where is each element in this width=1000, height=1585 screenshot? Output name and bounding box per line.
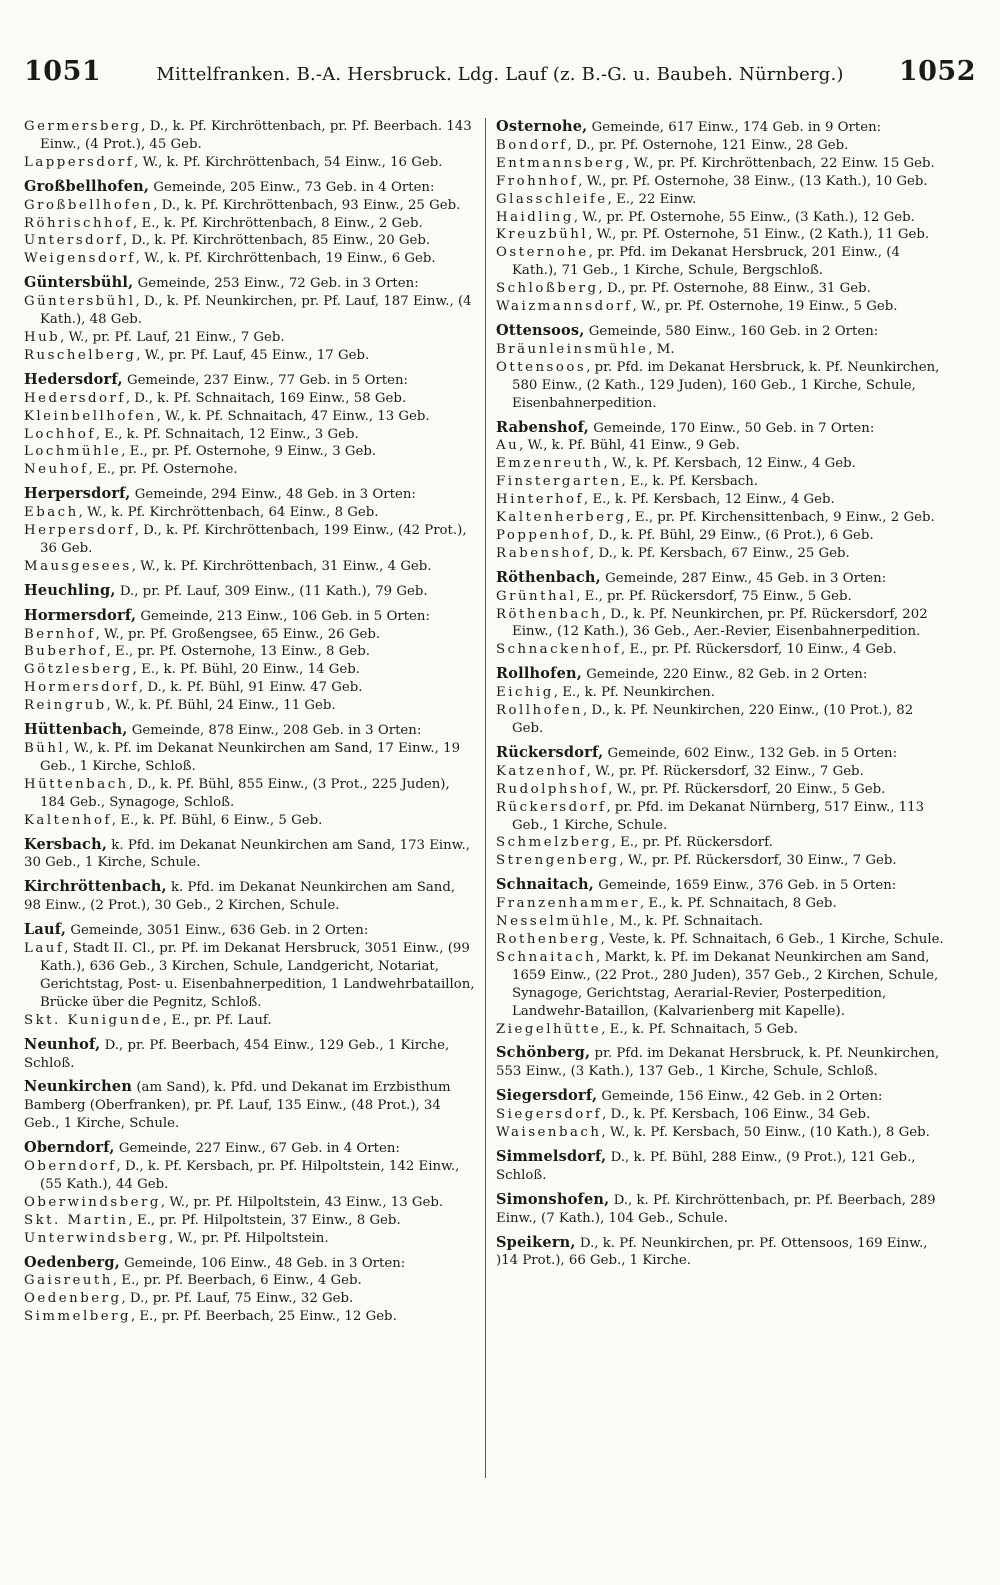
place-details: , W., k. Pf. Bühl, 41 Einw., 9 Geb.	[519, 438, 740, 454]
place-details: , W., pr. Pf. Lauf, 21 Einw., 7 Geb.	[60, 329, 285, 345]
place-name: Ruschelberg	[24, 347, 137, 363]
place-name: Franzenhammer	[496, 896, 640, 912]
place-entry	[24, 1012, 476, 1030]
gemeinde-details: D., k. Pf. Kirchröttenbach, pr. Pf. Beerbach, 289 Einw., (7 Kath.), 104 Geb., Schule.	[496, 1192, 936, 1226]
place-details: , W., pr. Pf. Rückersdorf, 30 Einw., 7 Geb.	[619, 853, 897, 869]
place-details: , W., k. Pf. Kirchröttenbach, 54 Einw., 16 Geb.	[134, 154, 443, 170]
place-name: Simmelberg	[24, 1309, 131, 1325]
place-details: , W., pr. Pf. Rückersdorf, 20 Einw., 5 Geb.	[608, 781, 886, 797]
place-name: Osternohe	[496, 245, 589, 261]
place-entry	[24, 697, 476, 715]
place-details: , W., k. Pf. im Dekanat Neunkirchen am Sand, 17 Einw., 19 Geb., 1 Kirche, Schloß.	[40, 741, 461, 774]
gemeinde-details: D., pr. Pf. Lauf, 309 Einw., (11 Kath.), 79 Geb.	[115, 583, 428, 599]
gemeinde-details: (am Sand), k. Pfd. und Dekanat im Erzbisthum Bamberg (Oberfranken), pr. Pf. Lauf, 135 Einw., (48 Prot.), 34 Geb., 1 Kirche, Schule.	[24, 1080, 451, 1132]
gemeinde-name: Kersbach,	[24, 835, 108, 853]
place-name: Kaltenherberg	[496, 510, 627, 526]
place-name: Gaisreuth	[24, 1273, 113, 1289]
place-details: , W., k. Pf. Bühl, 24 Einw., 11 Geb.	[106, 698, 336, 714]
place-name: Bernhof	[24, 626, 96, 642]
place-name: Ottensoos	[496, 359, 587, 375]
place-name: Oberwindsberg	[24, 1194, 161, 1210]
place-name: Mausgesees	[24, 558, 132, 574]
gemeinde-details: D., k. Pf. Bühl, 288 Einw., (9 Prot.), 121 Geb., Schloß.	[496, 1149, 916, 1183]
place-details: , E., k. Pf. Schnaitach, 12 Einw., 3 Geb.	[95, 426, 359, 442]
place-name: Buberhof	[24, 644, 107, 660]
place-entry	[24, 1308, 476, 1326]
place-name: Bräunleinsmühle	[496, 341, 649, 357]
place-entry	[496, 473, 948, 491]
place-entry	[496, 1124, 948, 1142]
place-name: Siegersdorf	[496, 1107, 603, 1123]
gemeinde-name: Herpersdorf,	[24, 485, 131, 503]
gemeinde-details: k. Pfd. im Dekanat Neunkirchen am Sand, 173 Einw., 30 Geb., 1 Kirche, Schule.	[24, 837, 470, 871]
place-entry	[24, 408, 476, 426]
place-details: , pr. Pfd. im Dekanat Hersbruck, 201 Einw., (4 Kath.), 71 Geb., 1 Kirche, Schule, Bergschloß.	[512, 245, 900, 279]
place-name: Ziegelhütte	[496, 1021, 602, 1037]
gemeinde-heading	[496, 665, 948, 684]
place-entry	[496, 491, 948, 509]
place-entry	[496, 173, 948, 191]
place-details: , pr. Pfd. im Dekanat Hersbruck, k. Pf. Neunkirchen, 580 Einw., (2 Kath., 129 Juden), 160 Geb., 1 Kirche, Schule, Eisenbahnerpedition.	[512, 359, 940, 411]
place-name: Germersberg	[24, 119, 142, 134]
place-entry	[24, 250, 476, 268]
place-entry	[24, 558, 476, 576]
place-entry	[24, 504, 476, 522]
gemeinde-heading	[24, 582, 476, 601]
gemeinde-name: Rollhofen,	[496, 665, 583, 683]
gemeinde-heading	[24, 721, 476, 740]
place-details: , E., k. Pf. Kersbach.	[621, 474, 759, 490]
place-name: Waizmannsdorf	[496, 299, 633, 315]
place-entry	[24, 443, 476, 461]
place-details: , W., k. Pf. Schnaitach, 47 Einw., 13 Geb.	[156, 408, 430, 424]
place-details: , W., pr. Pf. Osternohe, 19 Einw., 5 Geb.	[632, 299, 898, 315]
place-details: , D., k. Pf. Kirchröttenbach, 85 Einw., 20 Geb.	[122, 233, 431, 249]
place-details: , W., pr. Pf. Großengsee, 65 Einw., 26 Geb.	[95, 626, 381, 642]
place-entry	[24, 940, 476, 1012]
gemeinde-heading	[24, 1078, 476, 1133]
place-entry	[496, 1106, 948, 1124]
gemeinde-details: Gemeinde, 170 Einw., 50 Geb. in 7 Orten:	[589, 420, 875, 436]
place-name: Frohnhof	[496, 173, 579, 189]
gemeinde-heading	[24, 921, 476, 940]
gemeinde-name: Oedenberg,	[24, 1253, 120, 1271]
place-details: , W., k. Pf. Kersbach, 12 Einw., 4 Geb.	[603, 456, 856, 472]
gemeinde-details: Gemeinde, 878 Einw., 208 Geb. in 3 Orten:	[127, 723, 422, 739]
place-entry	[24, 522, 476, 558]
gemeinde-name: Siegersdorf,	[496, 1087, 598, 1105]
place-details: , D., k. Pf. Bühl, 29 Einw., (6 Prot.), 6 Geb.	[589, 527, 874, 543]
place-name: Entmannsberg	[496, 155, 626, 171]
gemeinde-heading	[24, 274, 476, 293]
gemeinde-details: Gemeinde, 106 Einw., 48 Geb. in 3 Orten:	[119, 1255, 406, 1271]
place-name: Hüttenbach	[24, 776, 129, 792]
place-details: , W., pr. Pf. Osternohe, 38 Einw., (13 Kath.), 10 Geb.	[578, 173, 928, 189]
gemeinde-details: Gemeinde, 156 Einw., 42 Geb. in 2 Orten:	[597, 1089, 883, 1105]
place-entry	[496, 931, 948, 949]
gemeinde-details: Gemeinde, 213 Einw., 106 Geb. in 5 Orten:	[136, 608, 430, 624]
place-name: Waisenbach	[496, 1125, 602, 1141]
place-details: , D., k. Pf. Kersbach, pr. Pf. Hilpoltstein, 142 Einw., (55 Kath.), 44 Geb.	[40, 1159, 460, 1192]
place-entry	[496, 509, 948, 527]
gemeinde-name: Röthenbach,	[496, 568, 601, 586]
place-entry	[496, 702, 948, 738]
place-entry	[496, 834, 948, 852]
gemeinde-name: Rückersdorf,	[496, 743, 604, 761]
gemeinde-details: Gemeinde, 253 Einw., 72 Geb. in 3 Orten:	[133, 276, 419, 292]
gemeinde-heading	[496, 322, 948, 341]
place-entry	[24, 197, 476, 215]
place-details: , E., k. Pf. Bühl, 20 Einw., 14 Geb.	[132, 662, 361, 678]
place-entry	[496, 155, 948, 173]
place-details: , Veste, k. Pf. Schnaitach, 6 Geb., 1 Kirche, Schule.	[600, 931, 944, 947]
place-entry	[496, 799, 948, 835]
place-name: Glasschleife	[496, 191, 608, 207]
gemeinde-name: Schönberg,	[496, 1044, 591, 1062]
place-entry	[496, 437, 948, 455]
gemeinde-details: Gemeinde, 3051 Einw., 636 Geb. in 2 Orten:	[66, 923, 369, 939]
gemeinde-name: Hormersdorf,	[24, 606, 137, 624]
gemeinde-name: Osternohe,	[496, 118, 588, 135]
gemeinde-heading	[24, 178, 476, 197]
place-entry	[496, 341, 948, 359]
place-details: , E., pr. Pf. Hilpoltstein, 37 Einw., 8 Geb.	[128, 1212, 401, 1228]
place-details: , W., pr. Pf. Hilpoltstein, 43 Einw., 13 Geb.	[160, 1194, 444, 1210]
place-details: , E., pr. Pf. Rückersdorf.	[611, 835, 773, 851]
place-name: Schnackenhof	[496, 642, 622, 658]
place-details: , D., k. Pf. Bühl, 855 Einw., (3 Prot., 225 Juden), 184 Geb., Synagoge, Schloß.	[40, 776, 450, 810]
place-details: , pr. Pfd. im Dekanat Nürnberg, 517 Einw., 113 Geb., 1 Kirche, Schule.	[512, 799, 925, 833]
place-details: , E., k. Pf. Kersbach, 12 Einw., 4 Geb.	[583, 492, 835, 508]
place-entry	[24, 679, 476, 697]
place-name: Strengenberg	[496, 853, 620, 869]
place-name: Kleinbellhofen	[24, 408, 157, 424]
place-name: Eichig	[496, 685, 554, 701]
gemeinde-details: Gemeinde, 294 Einw., 48 Geb. in 3 Orten:	[130, 487, 416, 503]
gemeinde-details: D., pr. Pf. Beerbach, 454 Einw., 129 Geb., 1 Kirche, Schloß.	[24, 1037, 450, 1071]
place-details: , D., k. Pf. Neunkirchen, 220 Einw., (10 Prot.), 82 Geb.	[512, 703, 914, 736]
gemeinde-heading	[24, 836, 476, 873]
place-entry	[24, 776, 476, 812]
place-details: , W., pr. Pf. Kirchröttenbach, 22 Einw. 15 Geb.	[625, 155, 935, 171]
place-entry	[24, 1230, 476, 1248]
place-name: Kreuzbühl	[496, 227, 589, 243]
place-name: Finstergarten	[496, 474, 622, 490]
place-entry	[496, 949, 948, 1021]
place-entry	[496, 763, 948, 781]
gemeinde-details: Gemeinde, 287 Einw., 45 Geb. in 3 Orten:	[600, 570, 887, 586]
place-entry	[24, 329, 476, 347]
place-entry	[24, 426, 476, 444]
place-details: , D., pr. Pf. Lauf, 75 Einw., 32 Geb.	[121, 1291, 354, 1307]
place-entry	[496, 137, 948, 155]
gemeinde-name: Hüttenbach,	[24, 721, 128, 739]
gemeinde-heading	[496, 1234, 948, 1271]
place-entry	[24, 1158, 476, 1194]
place-name: Weigensdorf	[24, 251, 136, 267]
place-details: , M.	[648, 341, 675, 357]
gemeinde-details: Gemeinde, 1659 Einw., 376 Geb. in 5 Orten:	[594, 878, 897, 894]
gemeinde-heading	[496, 1044, 948, 1081]
place-details: , E., pr. Pf. Osternohe, 9 Einw., 3 Geb.	[121, 444, 377, 460]
place-name: Rückersdorf	[496, 799, 607, 815]
place-details: , D., k. Pf. Kersbach, 67 Einw., 25 Geb.	[590, 545, 850, 561]
gemeinde-details: pr. Pfd. im Dekanat Hersbruck, k. Pf. Neunkirchen, 553 Einw., (3 Kath.), 137 Geb., 1 Kirche, Schule, Schloß.	[496, 1046, 940, 1080]
place-name: Lappersdorf	[24, 154, 135, 170]
place-name: Skt. Kunigunde	[24, 1012, 164, 1028]
place-entry	[496, 781, 948, 799]
gemeinde-name: Oberndorf,	[24, 1139, 115, 1157]
page-header	[24, 56, 976, 96]
place-details: , D., k. Pf. Bühl, 91 Einw. 47 Geb.	[138, 680, 363, 696]
place-entry	[24, 740, 476, 776]
place-name: Lochmühle	[24, 444, 122, 460]
gemeinde-details: Gemeinde, 602 Einw., 132 Geb. in 5 Orten:	[603, 745, 898, 761]
place-details: , E., k. Pf. Neunkirchen.	[553, 685, 715, 701]
place-name: Röthenbach	[496, 606, 602, 622]
place-name: Götzlesberg	[24, 662, 133, 678]
place-details: , D., k. Pf. Neunkirchen, pr. Pf. Lauf, 187 Einw., (4 Kath.), 48 Geb.	[40, 294, 472, 328]
place-details: , E., k. Pf. Schnaitach, 8 Geb.	[639, 896, 837, 912]
place-entry	[24, 643, 476, 661]
place-entry	[496, 244, 948, 280]
place-name: Haidling	[496, 209, 574, 225]
gemeinde-name: Heuchling,	[24, 581, 116, 599]
place-name: Großbellhofen	[24, 197, 154, 213]
place-entry	[24, 461, 476, 479]
place-name: Rollhofen	[496, 703, 583, 719]
place-details: , E., k. Pf. Kirchröttenbach, 8 Einw., 2 Geb.	[133, 215, 423, 231]
place-name: Katzenhof	[496, 763, 587, 779]
place-name: Bondorf	[496, 137, 568, 153]
page-number-left: 1051	[24, 56, 102, 87]
place-entry	[24, 118, 476, 154]
place-name: Rothenberg	[496, 931, 601, 947]
gemeinde-name: Hedersdorf,	[24, 370, 123, 388]
gemeinde-name: Simonshofen,	[496, 1190, 610, 1208]
place-details: , E., pr. Pf. Kirchensittenbach, 9 Einw., 2 Geb.	[626, 510, 935, 526]
place-name: Poppenhof	[496, 527, 590, 543]
place-entry	[496, 588, 948, 606]
place-details: , D., k. Pf. Kersbach, 106 Einw., 34 Geb.	[602, 1107, 871, 1123]
gemeinde-heading	[24, 1036, 476, 1073]
place-entry	[24, 215, 476, 233]
place-name: Ebach	[24, 505, 79, 521]
gemeinde-name: Schnaitach,	[496, 876, 595, 894]
place-name: Nesselmühle	[496, 914, 611, 930]
place-entry	[496, 684, 948, 702]
place-entry	[496, 1021, 948, 1039]
place-name: Schnaitach	[496, 949, 597, 965]
place-details: , W., pr. Pf. Hilpoltstein.	[169, 1230, 329, 1246]
place-entry	[496, 641, 948, 659]
place-details: , E., pr. Pf. Osternohe, 13 Einw., 8 Geb.	[106, 644, 370, 660]
gemeinde-name: Kirchröttenbach,	[24, 878, 167, 896]
place-details: , D., k. Pf. Kirchröttenbach, 199 Einw., (42 Prot.), 36 Geb.	[40, 523, 467, 556]
place-name: Rudolphshof	[496, 781, 609, 797]
place-name: Grünthal	[496, 588, 577, 604]
place-details: , W., pr. Pf. Osternohe, 51 Einw., (2 Kath.), 11 Geb.	[588, 227, 930, 243]
place-entry	[496, 527, 948, 545]
place-details: , E., k. Pf. Bühl, 6 Einw., 5 Geb.	[111, 812, 323, 828]
place-name: Rabenshof	[496, 545, 591, 561]
gemeinde-heading	[24, 1139, 476, 1158]
column-divider	[485, 118, 486, 1478]
place-entry	[24, 1272, 476, 1290]
gemeinde-details: Gemeinde, 227 Einw., 67 Geb. in 4 Orten:	[114, 1141, 400, 1157]
gemeinde-heading	[496, 1191, 948, 1228]
gemeinde-heading	[496, 118, 948, 137]
place-details: , W., k. Pf. Kirchröttenbach, 19 Einw., 6 Geb.	[135, 251, 436, 267]
place-details: , D., pr. Pf. Osternohe, 121 Einw., 28 Geb.	[567, 137, 849, 153]
gemeinde-heading	[496, 744, 948, 763]
gemeinde-details: D., k. Pf. Neunkirchen, pr. Pf. Ottensoos, 169 Einw., )14 Prot.), 66 Geb., 1 Kirche.	[496, 1235, 928, 1269]
place-details: , D., k. Pf. Schnaitach, 169 Einw., 58 Geb.	[125, 390, 407, 406]
gemeinde-heading	[24, 607, 476, 626]
place-name: Oberndorf	[24, 1159, 117, 1175]
place-entry	[496, 545, 948, 563]
place-name: Oedenberg	[24, 1291, 122, 1307]
place-entry	[496, 298, 948, 316]
place-name: Herpersdorf	[24, 523, 135, 539]
place-entry	[24, 1194, 476, 1212]
place-name: Unterwindsberg	[24, 1230, 170, 1246]
place-name: Güntersbühl	[24, 294, 136, 310]
place-entry	[496, 455, 948, 473]
place-details: , E., pr. Pf. Lauf.	[163, 1012, 272, 1028]
place-name: Neuhof	[24, 462, 89, 478]
gemeinde-heading	[496, 1148, 948, 1185]
gemeinde-name: Neunkirchen	[24, 1078, 133, 1096]
place-name: Reingrub	[24, 698, 107, 714]
place-entry	[496, 359, 948, 413]
gemeinde-heading	[24, 485, 476, 504]
place-entry	[496, 191, 948, 209]
place-name: Au	[496, 438, 520, 454]
place-entry	[496, 852, 948, 870]
page-number-right: 1052	[898, 56, 976, 87]
gemeinde-details: Gemeinde, 617 Einw., 174 Geb. in 9 Orten:	[587, 120, 882, 135]
place-entry	[24, 661, 476, 679]
place-name: Hedersdorf	[24, 390, 126, 406]
place-details: , W., k. Pf. Kirchröttenbach, 31 Einw., 4 Geb.	[131, 558, 432, 574]
place-entry	[24, 390, 476, 408]
place-name: Schloßberg	[496, 281, 599, 297]
place-details: , Markt, k. Pf. im Dekanat Neunkirchen am Sand, 1659 Einw., (22 Prot., 280 Juden), 357 Geb., 2 Kirchen, Schule, Synagoge, Gerichtstag, Aerarial-Revier, Posterpedition, Landwehr-Bataillon, (Kalvarienberg mit Kapelle).	[512, 949, 939, 1019]
place-name: Emzenreuth	[496, 456, 604, 472]
gemeinde-details: Gemeinde, 205 Einw., 73 Geb. in 4 Orten:	[149, 179, 435, 195]
place-name: Schmelzberg	[496, 835, 612, 851]
place-details: , E., pr. Pf. Rückersdorf, 75 Einw., 5 Geb.	[576, 588, 852, 604]
place-details: , E., k. Pf. Schnaitach, 5 Geb.	[601, 1021, 798, 1037]
place-entry	[24, 232, 476, 250]
place-details: , W., k. Pf. Kersbach, 50 Einw., (10 Kath.), 8 Geb.	[601, 1125, 930, 1141]
place-details: , W., pr. Pf. Osternohe, 55 Einw., (3 Kath.), 12 Geb.	[573, 209, 915, 225]
place-entry	[24, 812, 476, 830]
place-entry	[496, 209, 948, 227]
place-entry	[24, 293, 476, 329]
place-details: , D., k. Pf. Kirchröttenbach, 93 Einw., 25 Geb.	[153, 197, 461, 213]
gemeinde-heading	[24, 1254, 476, 1273]
place-name: Lauf	[24, 941, 65, 957]
place-name: Hormersdorf	[24, 680, 139, 696]
gemeinde-details: Gemeinde, 580 Einw., 160 Geb. in 2 Orten:	[584, 323, 879, 339]
place-details: , E., pr. Pf. Beerbach, 6 Einw., 4 Geb.	[112, 1273, 362, 1289]
place-entry	[24, 1290, 476, 1308]
gemeinde-details: Gemeinde, 220 Einw., 82 Geb. in 2 Orten:	[582, 667, 868, 683]
left-column	[24, 118, 476, 1326]
place-entry	[496, 913, 948, 931]
gemeinde-heading	[496, 569, 948, 588]
gemeinde-name: Simmelsdorf,	[496, 1147, 607, 1165]
place-entry	[24, 1212, 476, 1230]
place-details: , M., k. Pf. Schnaitach.	[610, 914, 764, 930]
place-details: , W., pr. Pf. Rückersdorf, 32 Einw., 7 Geb.	[586, 763, 864, 779]
place-details: , E., pr. Pf. Beerbach, 25 Einw., 12 Geb.	[130, 1309, 397, 1325]
gemeinde-name: Speikern,	[496, 1233, 576, 1251]
place-name: Skt. Martin	[24, 1212, 129, 1228]
place-details: , Stadt II. Cl., pr. Pf. im Dekanat Hersbruck, 3051 Einw., (99 Kath.), 636 Geb., 3 Kirchen, Schule, Landgericht, Notariat, Gerichtstag, Post- u. Eisenbahnerpedition, 1 Landwehrbataillon, Brücke über die Pegnitz, Schloß.	[40, 941, 475, 1010]
place-name: Röhrischhof	[24, 215, 134, 231]
gemeinde-name: Ottensoos,	[496, 321, 585, 339]
place-details: , E., pr. Pf. Rückersdorf, 10 Einw., 4 Geb.	[621, 642, 897, 658]
place-name: Lochhof	[24, 426, 96, 442]
place-details: , D., k. Pf. Neunkirchen, pr. Pf. Rückersdorf, 202 Einw., (12 Kath.), 36 Geb., Aer.-Revier, Eisenbahnerpedition.	[512, 606, 928, 640]
gemeinde-details: k. Pfd. im Dekanat Neunkirchen am Sand, 98 Einw., (2 Prot.), 30 Geb., 2 Kirchen, Schule.	[24, 880, 456, 914]
place-name: Hinterhof	[496, 492, 584, 508]
place-details: , E., pr. Pf. Osternohe.	[88, 462, 238, 478]
gemeinde-name: Großbellhofen,	[24, 177, 150, 195]
place-name: Kaltenhof	[24, 812, 112, 828]
place-entry	[496, 280, 948, 298]
place-details: , W., pr. Pf. Lauf, 45 Einw., 17 Geb.	[136, 347, 370, 363]
place-name: Untersdorf	[24, 233, 123, 249]
gemeinde-name: Rabenshof,	[496, 418, 590, 436]
place-details: , D., k. Pf. Kirchröttenbach, pr. Pf. Beerbach. 143 Einw., (4 Prot.), 45 Geb.	[40, 119, 472, 152]
gemeinde-name: Güntersbühl,	[24, 274, 134, 292]
running-title: Mittelfranken. B.-A. Hersbruck. Ldg. Lauf (z. B.-G. u. Baubeh. Nürnberg.)	[156, 64, 844, 85]
place-entry	[496, 606, 948, 642]
gemeinde-heading	[496, 419, 948, 438]
place-entry	[496, 895, 948, 913]
place-entry	[24, 154, 476, 172]
place-entry	[496, 226, 948, 244]
gemeinde-details: Gemeinde, 237 Einw., 77 Geb. in 5 Orten:	[122, 372, 409, 388]
place-entry	[24, 347, 476, 365]
place-details: , W., k. Pf. Kirchröttenbach, 64 Einw., 8 Geb.	[78, 505, 379, 521]
gemeinde-name: Neunhof,	[24, 1035, 101, 1053]
gemeinde-name: Lauf,	[24, 921, 67, 939]
place-name: Hub	[24, 329, 61, 345]
place-entry	[24, 626, 476, 644]
place-details: , E., 22 Einw.	[607, 191, 697, 207]
gemeinde-heading	[496, 876, 948, 895]
place-details: , D., pr. Pf. Osternohe, 88 Einw., 31 Geb.	[598, 281, 871, 297]
gemeinde-heading	[24, 371, 476, 390]
gemeinde-heading	[24, 878, 476, 915]
place-name: Bühl	[24, 741, 66, 756]
gemeinde-heading	[496, 1087, 948, 1106]
right-column	[496, 118, 948, 1270]
